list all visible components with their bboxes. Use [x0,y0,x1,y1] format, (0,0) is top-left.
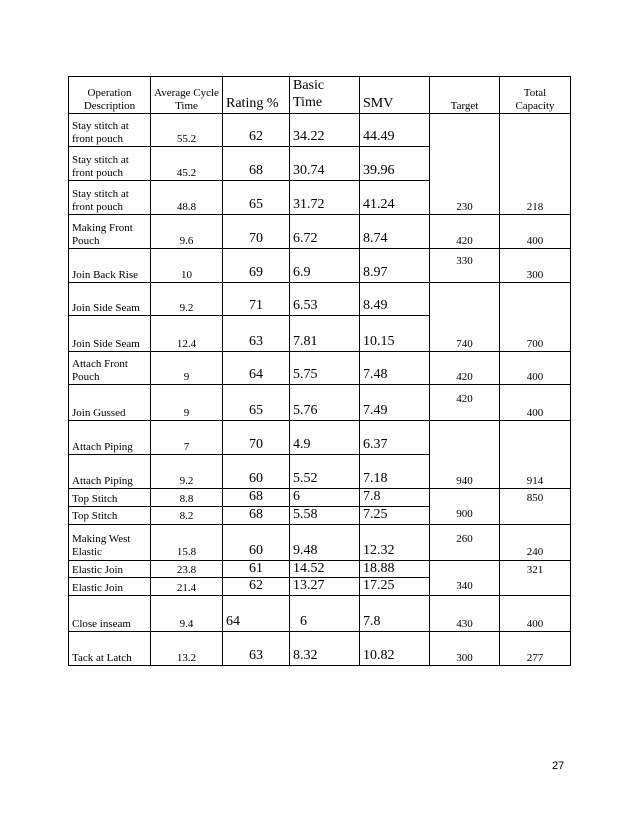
target-cell: 420 [430,215,500,249]
smv-cell: 8.49 [360,283,430,316]
operation-cell: Attach Piping [69,421,151,455]
table-row [69,249,571,283]
rating-cell: 62 [223,114,290,147]
cycle-cell: 21.4 [151,578,223,596]
smv-cell: 6.37 [360,421,430,455]
target-cell: 430 [430,596,500,632]
rating-cell: 64 [223,596,290,632]
rating-cell: 70 [223,421,290,455]
basic-cell: 6 [290,489,360,507]
target-cell: 900 [430,489,500,525]
rating-cell: 61 [223,560,290,578]
header-target: Target [430,77,500,114]
operation-cell: Top Stitch [69,489,151,507]
smv-cell: 10.15 [360,316,430,352]
rating-cell: 68 [223,489,290,507]
cycle-cell: 23.8 [151,560,223,578]
operation-cell: Elastic Join [69,578,151,596]
basic-cell: 6.72 [290,215,360,249]
header-smv: SMV [360,77,430,114]
smv-cell: 8.74 [360,215,430,249]
rating-cell: 63 [223,316,290,352]
operation-cell: Making West Elastic [69,524,151,560]
basic-cell: 5.52 [290,455,360,489]
operation-cell: Attach Front Pouch [69,352,151,385]
rating-cell: 60 [223,455,290,489]
operation-cell: Stay stitch at front pouch [69,181,151,215]
operation-cell: Tack at Latch [69,632,151,666]
basic-cell: 14.52 [290,560,360,578]
rating-cell: 69 [223,249,290,283]
basic-cell: 5.76 [290,385,360,421]
target-cell: 340 [430,560,500,596]
basic-cell: 6.9 [290,249,360,283]
capacity-cell: 400 [500,385,571,421]
smv-cell: 41.24 [360,181,430,215]
table-row [69,632,571,666]
basic-cell: 4.9 [290,421,360,455]
operations-table [68,76,571,666]
operation-cell: Top Stitch [69,506,151,524]
smv-cell: 44.49 [360,114,430,147]
basic-cell: 8.32 [290,632,360,666]
operation-cell: Close inseam [69,596,151,632]
smv-cell: 8.97 [360,249,430,283]
cycle-cell: 12.4 [151,316,223,352]
rating-cell: 60 [223,524,290,560]
cycle-cell: 9 [151,385,223,421]
table-row [69,489,571,507]
header-row [69,77,571,114]
cycle-cell: 10 [151,249,223,283]
basic-cell: 6.53 [290,283,360,316]
target-cell: 940 [430,421,500,489]
table-row [69,215,571,249]
cycle-cell: 15.8 [151,524,223,560]
operation-cell: Join Side Seam [69,316,151,352]
cycle-cell: 8.8 [151,489,223,507]
cycle-cell: 45.2 [151,147,223,181]
cycle-cell: 48.8 [151,181,223,215]
target-cell: 740 [430,283,500,352]
operation-cell: Stay stitch at front pouch [69,114,151,147]
table-row [69,385,571,421]
page-number: 27 [552,760,565,772]
cycle-cell: 9.4 [151,596,223,632]
smv-cell: 7.48 [360,352,430,385]
operation-cell: Join Side Seam [69,283,151,316]
basic-cell: 13.27 [290,578,360,596]
header-cycle-time: Average Cycle Time [151,77,223,114]
basic-cell: 7.81 [290,316,360,352]
smv-cell: 18.88 [360,560,430,578]
target-cell: 300 [430,632,500,666]
smv-cell: 7.18 [360,455,430,489]
target-cell: 330 [430,249,500,283]
capacity-cell: 240 [500,524,571,560]
rating-cell: 65 [223,181,290,215]
operation-cell: Attach Piping [69,455,151,489]
smv-cell: 12.32 [360,524,430,560]
rating-cell: 65 [223,385,290,421]
header-capacity: Total Capacity [500,77,571,114]
cycle-cell: 9.2 [151,283,223,316]
cycle-cell: 7 [151,421,223,455]
table-row [69,524,571,560]
rating-cell: 63 [223,632,290,666]
target-cell: 420 [430,352,500,385]
rating-cell: 68 [223,506,290,524]
cycle-cell: 55.2 [151,114,223,147]
capacity-cell: 277 [500,632,571,666]
smv-cell: 7.8 [360,596,430,632]
capacity-cell: 700 [500,283,571,352]
cycle-cell: 9.6 [151,215,223,249]
capacity-cell: 300 [500,249,571,283]
basic-cell: 31.72 [290,181,360,215]
operation-cell: Making Front Pouch [69,215,151,249]
header-rating: Rating % [223,77,290,114]
capacity-cell: 914 [500,421,571,489]
cycle-cell: 8.2 [151,506,223,524]
header-operation: Operation Description [69,77,151,114]
basic-cell: 34.22 [290,114,360,147]
header-basic-time: Basic Time [290,77,360,114]
smv-cell: 39.96 [360,147,430,181]
basic-cell: 9.48 [290,524,360,560]
smv-cell: 7.25 [360,506,430,524]
table-row [69,352,571,385]
cycle-cell: 9.2 [151,455,223,489]
smv-cell: 7.49 [360,385,430,421]
table-row [69,421,571,455]
target-cell: 260 [430,524,500,560]
basic-cell: 6 [290,596,360,632]
rating-cell: 62 [223,578,290,596]
rating-cell: 68 [223,147,290,181]
table-row [69,596,571,632]
cycle-cell: 9 [151,352,223,385]
table-row [69,283,571,316]
capacity-cell: 321 [500,560,571,596]
rating-cell: 70 [223,215,290,249]
target-cell: 420 [430,385,500,421]
cycle-cell: 13.2 [151,632,223,666]
basic-cell: 5.75 [290,352,360,385]
basic-cell: 5.58 [290,506,360,524]
smv-cell: 10.82 [360,632,430,666]
smv-cell: 7.8 [360,489,430,507]
capacity-cell: 850 [500,489,571,525]
smv-cell: 17.25 [360,578,430,596]
table-row [69,114,571,147]
capacity-cell: 400 [500,352,571,385]
capacity-cell: 218 [500,114,571,215]
capacity-cell: 400 [500,596,571,632]
rating-cell: 64 [223,352,290,385]
rating-cell: 71 [223,283,290,316]
operation-cell: Stay stitch at front pouch [69,147,151,181]
basic-cell: 30.74 [290,147,360,181]
operation-cell: Join Back Rise [69,249,151,283]
capacity-cell: 400 [500,215,571,249]
operation-cell: Elastic Join [69,560,151,578]
operation-cell: Join Gussed [69,385,151,421]
target-cell: 230 [430,114,500,215]
table-row [69,560,571,578]
